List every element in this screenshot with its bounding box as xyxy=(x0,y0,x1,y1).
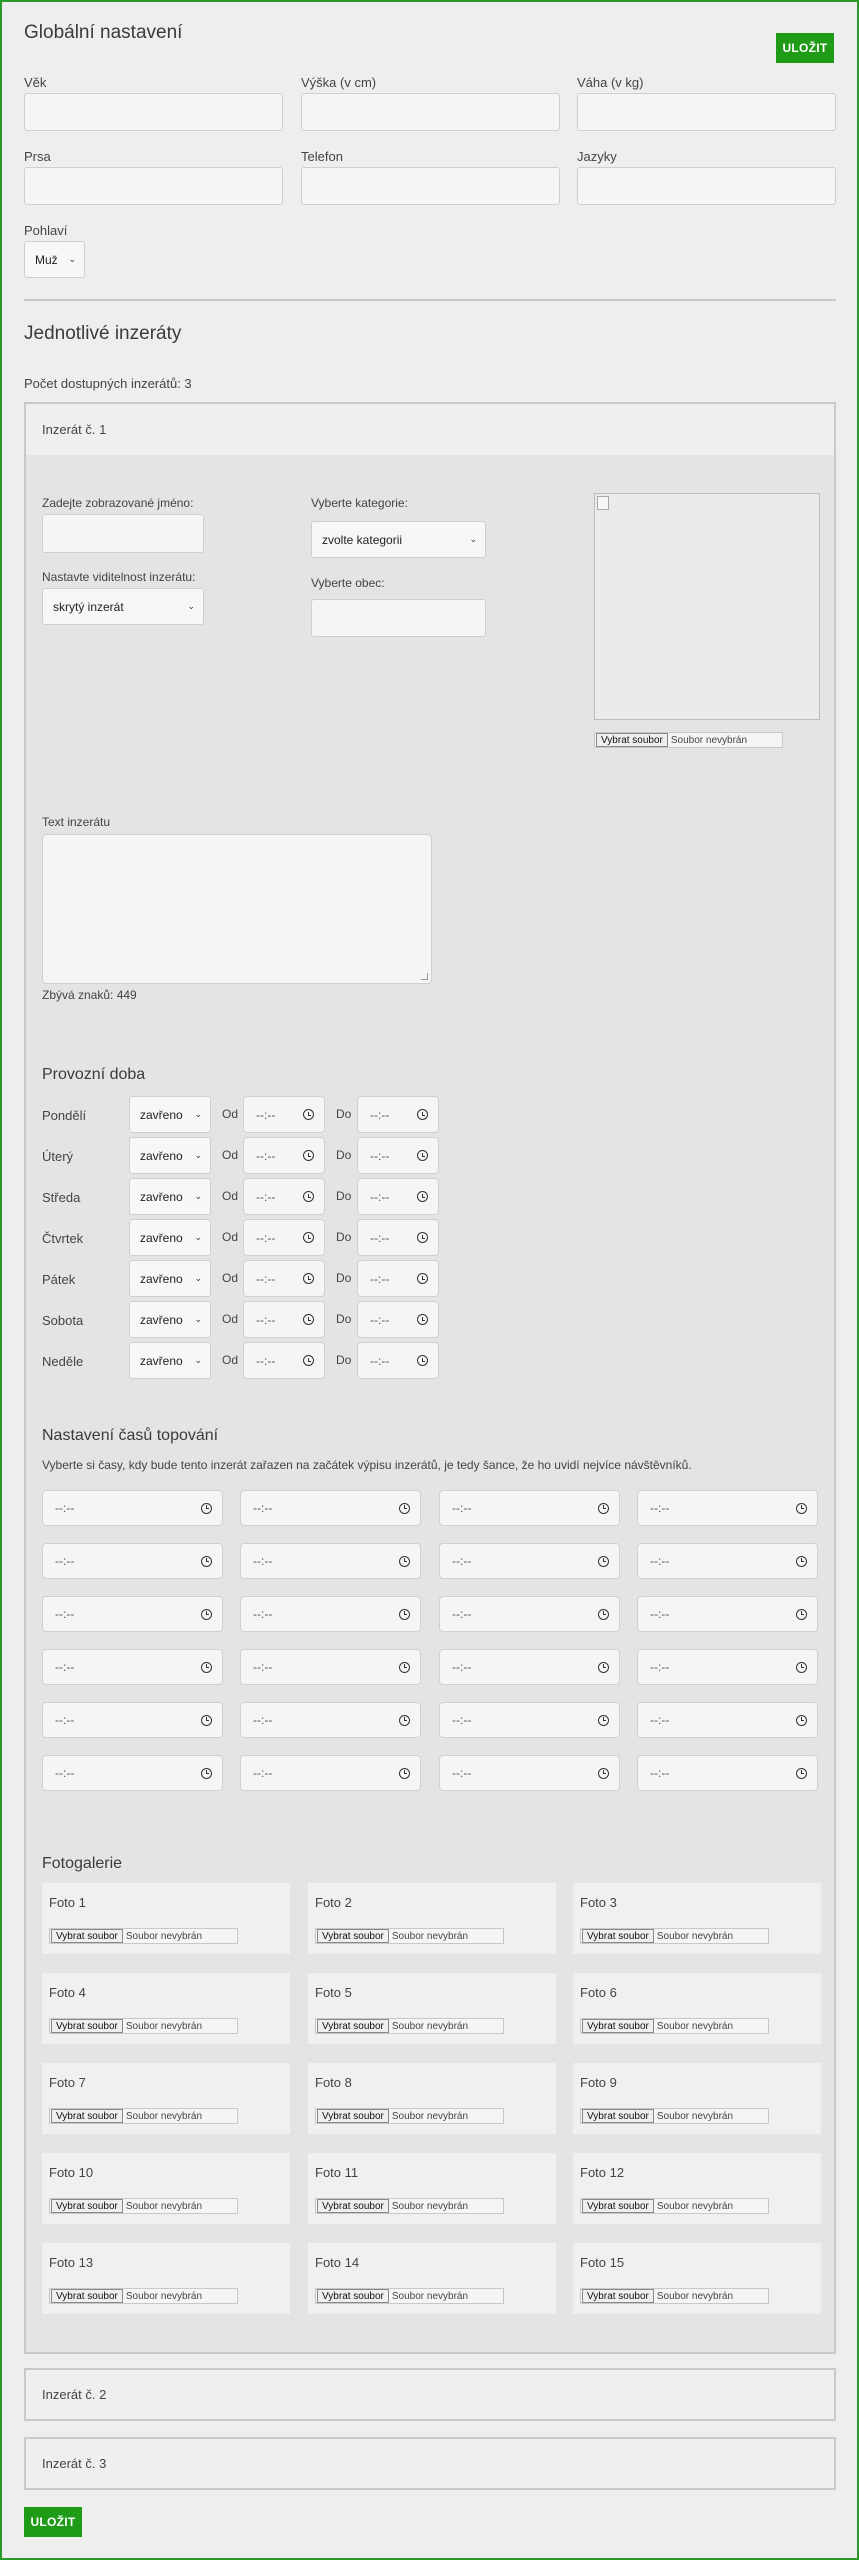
bust-input[interactable] xyxy=(24,167,283,205)
clock-icon xyxy=(598,1503,609,1514)
topping-time-input[interactable] xyxy=(439,1543,620,1579)
time-placeholder: --:-- xyxy=(256,1148,276,1163)
photo-slot xyxy=(308,2063,556,2134)
clock-icon xyxy=(201,1768,212,1779)
time-placeholder: --:-- xyxy=(452,1501,472,1515)
to-label: Do xyxy=(336,1271,352,1285)
from-label: Od xyxy=(222,1230,239,1244)
topping-time-input[interactable] xyxy=(439,1490,620,1526)
to-label: Do xyxy=(336,1312,352,1326)
time-placeholder: --:-- xyxy=(650,1766,670,1780)
close-time-input[interactable] xyxy=(357,1096,439,1133)
file-status: Soubor nevybrán xyxy=(125,2020,203,2032)
opening-hours-title: Provozní doba xyxy=(42,1066,146,1083)
time-placeholder: --:-- xyxy=(55,1660,75,1674)
photo-slot-title: Foto 3 xyxy=(580,1895,617,1910)
visibility-value: skrytý inzerát xyxy=(53,599,124,614)
ads-count: Počet dostupných inzerátů: 3 xyxy=(24,376,192,391)
photo-slot-title: Foto 5 xyxy=(315,1985,352,2000)
day-label: Pondělí xyxy=(42,1108,87,1123)
clock-icon xyxy=(201,1715,212,1726)
gender-label: Pohlaví xyxy=(24,223,68,238)
photo-slot-title: Foto 14 xyxy=(315,2255,360,2270)
photo-slot xyxy=(573,2243,821,2314)
choose-file-button[interactable]: Vybrat soubor xyxy=(51,1929,123,1943)
day-status-value: zavřeno xyxy=(140,1312,183,1327)
file-status: Soubor nevybrán xyxy=(391,1930,469,1942)
chevron-down-icon: ⌄ xyxy=(194,1314,202,1324)
clock-icon xyxy=(796,1503,807,1514)
town-input[interactable] xyxy=(311,599,486,637)
photo-slot xyxy=(308,2243,556,2314)
clock-icon xyxy=(303,1191,314,1202)
photo-file-input[interactable] xyxy=(49,2018,238,2034)
photo-slot xyxy=(573,1883,821,1954)
day-status-value: zavřeno xyxy=(140,1107,183,1122)
age-input[interactable] xyxy=(24,93,283,131)
time-placeholder: --:-- xyxy=(55,1766,75,1780)
topping-time-input[interactable] xyxy=(439,1702,620,1738)
close-time-input[interactable] xyxy=(357,1219,439,1256)
time-placeholder: --:-- xyxy=(452,1607,472,1621)
day-status-select[interactable] xyxy=(129,1260,211,1297)
photo-slot xyxy=(308,1883,556,1954)
day-label: Čtvrtek xyxy=(42,1231,84,1246)
day-label: Pátek xyxy=(42,1272,76,1287)
photo-file-input[interactable] xyxy=(49,2198,238,2214)
photo-slot-title: Foto 11 xyxy=(315,2165,359,2180)
clock-icon xyxy=(417,1150,428,1161)
main-photo-file-input[interactable] xyxy=(594,732,783,748)
topping-time-input[interactable] xyxy=(42,1649,223,1685)
chevron-down-icon: ⌄ xyxy=(194,1355,202,1365)
file-status: Soubor nevybrán xyxy=(125,2110,203,2122)
photo-file-input[interactable] xyxy=(315,2108,504,2124)
clock-icon xyxy=(399,1768,410,1779)
time-placeholder: --:-- xyxy=(256,1230,276,1245)
time-placeholder: --:-- xyxy=(650,1501,670,1515)
from-label: Od xyxy=(222,1353,239,1367)
time-placeholder: --:-- xyxy=(256,1189,276,1204)
file-status: Soubor nevybrán xyxy=(391,2110,469,2122)
photo-slot xyxy=(42,2243,290,2314)
topping-time-input[interactable] xyxy=(637,1596,818,1632)
topping-time-input[interactable] xyxy=(42,1490,223,1526)
from-label: Od xyxy=(222,1189,239,1203)
chevron-down-icon: ⌄ xyxy=(194,1191,202,1201)
gender-select[interactable] xyxy=(24,241,85,278)
photo-slot-title: Foto 13 xyxy=(49,2255,94,2270)
open-time-input[interactable] xyxy=(243,1260,325,1297)
clock-icon xyxy=(201,1503,212,1514)
clock-icon xyxy=(399,1556,410,1567)
photo-slot-title: Foto 6 xyxy=(580,1985,617,2000)
clock-icon xyxy=(598,1556,609,1567)
file-status: Soubor nevybrán xyxy=(656,2290,734,2302)
day-status-select[interactable] xyxy=(129,1096,211,1133)
to-label: Do xyxy=(336,1107,352,1121)
resize-handle-icon[interactable] xyxy=(421,973,428,980)
chars-left: Zbývá znaků: 449 xyxy=(42,988,137,1002)
topping-time-input[interactable] xyxy=(42,1596,223,1632)
chevron-down-icon: ⌄ xyxy=(194,1232,202,1242)
clock-icon xyxy=(399,1662,410,1673)
photo-file-input[interactable] xyxy=(49,2108,238,2124)
town-label: Vyberte obec: xyxy=(311,576,385,590)
time-placeholder: --:-- xyxy=(253,1607,273,1621)
from-label: Od xyxy=(222,1271,239,1285)
day-status-select[interactable] xyxy=(129,1342,211,1379)
photo-slot-title: Foto 12 xyxy=(580,2165,625,2180)
time-placeholder: --:-- xyxy=(452,1660,472,1674)
photo-slot xyxy=(42,1973,290,2044)
clock-icon xyxy=(399,1503,410,1514)
ad-text-area[interactable] xyxy=(42,834,432,984)
display-name-label: Zadejte zobrazované jméno: xyxy=(42,496,194,510)
topping-time-input[interactable] xyxy=(240,1702,421,1738)
topping-time-input[interactable] xyxy=(439,1596,620,1632)
save-button-top[interactable]: ULOŽIT xyxy=(776,33,834,63)
choose-file-button[interactable]: Vybrat soubor xyxy=(582,2199,654,2213)
chevron-down-icon: ⌄ xyxy=(194,1150,202,1160)
photo-slot-title: Foto 2 xyxy=(315,1895,352,1910)
topping-time-input[interactable] xyxy=(637,1543,818,1579)
choose-file-button[interactable]: Vybrat soubor xyxy=(582,2109,654,2123)
photo-file-input[interactable] xyxy=(49,1928,238,1944)
time-placeholder: --:-- xyxy=(452,1766,472,1780)
gender-value: Muž xyxy=(35,252,58,267)
file-status: Soubor nevybrán xyxy=(656,2110,734,2122)
day-status-value: zavřeno xyxy=(140,1230,183,1245)
clock-icon xyxy=(303,1273,314,1284)
time-placeholder: --:-- xyxy=(650,1554,670,1568)
day-status-select[interactable] xyxy=(129,1301,211,1338)
photo-slot-title: Foto 8 xyxy=(315,2075,352,2090)
topping-time-input[interactable] xyxy=(240,1596,421,1632)
choose-file-button[interactable]: Vybrat soubor xyxy=(317,2199,389,2213)
photo-slot xyxy=(42,1883,290,1954)
close-time-input[interactable] xyxy=(357,1178,439,1215)
choose-file-button[interactable]: Vybrat soubor xyxy=(51,2109,123,2123)
time-placeholder: --:-- xyxy=(256,1353,276,1368)
time-placeholder: --:-- xyxy=(370,1312,390,1327)
time-placeholder: --:-- xyxy=(650,1660,670,1674)
open-time-input[interactable] xyxy=(243,1219,325,1256)
chevron-down-icon: ⌄ xyxy=(187,601,195,611)
file-status: Soubor nevybrán xyxy=(391,2290,469,2302)
from-label: Od xyxy=(222,1148,239,1162)
clock-icon xyxy=(598,1715,609,1726)
open-time-input[interactable] xyxy=(243,1301,325,1338)
photo-slot xyxy=(308,1973,556,2044)
clock-icon xyxy=(399,1609,410,1620)
time-placeholder: --:-- xyxy=(253,1766,273,1780)
ad-panel-2-header[interactable]: Inzerát č. 2 xyxy=(26,2370,834,2419)
height-label: Výška (v cm) xyxy=(301,75,377,90)
clock-icon xyxy=(796,1662,807,1673)
clock-icon xyxy=(417,1191,428,1202)
day-status-select[interactable] xyxy=(129,1137,211,1174)
topping-time-input[interactable] xyxy=(240,1490,421,1526)
clock-icon xyxy=(417,1355,428,1366)
choose-file-button[interactable]: Vybrat soubor xyxy=(317,1929,389,1943)
phone-input[interactable] xyxy=(301,167,560,205)
time-placeholder: --:-- xyxy=(256,1271,276,1286)
height-input[interactable] xyxy=(301,93,560,131)
open-time-input[interactable] xyxy=(243,1178,325,1215)
topping-time-input[interactable] xyxy=(240,1543,421,1579)
close-time-input[interactable] xyxy=(357,1301,439,1338)
photo-slot-title: Foto 10 xyxy=(49,2165,94,2180)
file-status: Soubor nevybrán xyxy=(391,2020,469,2032)
languages-input[interactable] xyxy=(577,167,836,205)
chevron-down-icon: ⌄ xyxy=(194,1273,202,1283)
photo-file-input[interactable] xyxy=(580,1928,769,1944)
chevron-down-icon: ⌄ xyxy=(194,1109,202,1119)
clock-icon xyxy=(201,1609,212,1620)
day-status-value: zavřeno xyxy=(140,1189,183,1204)
clock-icon xyxy=(598,1609,609,1620)
display-name-input[interactable] xyxy=(42,514,204,553)
open-time-input[interactable] xyxy=(243,1096,325,1133)
clock-icon xyxy=(303,1109,314,1120)
choose-file-button[interactable]: Vybrat soubor xyxy=(51,2019,123,2033)
topping-description: Vyberte si časy, kdy bude tento inzerát zařazen na začátek výpisu inzerátů, je tedy šance, že ho uvidí nejvíce návštěvníků. xyxy=(42,1458,692,1472)
divider xyxy=(24,299,836,301)
clock-icon xyxy=(201,1556,212,1567)
topping-time-input[interactable] xyxy=(240,1755,421,1791)
choose-file-button[interactable]: Vybrat soubor xyxy=(596,733,668,747)
file-status: Soubor nevybrán xyxy=(670,734,748,746)
topping-time-input[interactable] xyxy=(637,1702,818,1738)
topping-time-input[interactable] xyxy=(439,1755,620,1791)
clock-icon xyxy=(417,1232,428,1243)
choose-file-button[interactable]: Vybrat soubor xyxy=(317,2019,389,2033)
from-label: Od xyxy=(222,1107,239,1121)
from-label: Od xyxy=(222,1312,239,1326)
chevron-down-icon: ⌄ xyxy=(68,254,76,264)
weight-label: Váha (v kg) xyxy=(577,75,644,90)
photo-file-input[interactable] xyxy=(315,2018,504,2034)
time-placeholder: --:-- xyxy=(370,1271,390,1286)
topping-time-input[interactable] xyxy=(637,1755,818,1791)
to-label: Do xyxy=(336,1148,352,1162)
topping-time-input[interactable] xyxy=(637,1649,818,1685)
visibility-select[interactable] xyxy=(42,588,204,625)
photo-slot xyxy=(42,2153,290,2224)
clock-icon xyxy=(796,1768,807,1779)
close-time-input[interactable] xyxy=(357,1342,439,1379)
topping-time-input[interactable] xyxy=(42,1702,223,1738)
topping-time-input[interactable] xyxy=(240,1649,421,1685)
clock-icon xyxy=(796,1556,807,1567)
clock-icon xyxy=(303,1355,314,1366)
choose-file-button[interactable]: Vybrat soubor xyxy=(317,2109,389,2123)
ad-panel-3-header[interactable]: Inzerát č. 3 xyxy=(26,2439,834,2488)
clock-icon xyxy=(417,1314,428,1325)
time-placeholder: --:-- xyxy=(253,1713,273,1727)
clock-icon xyxy=(201,1662,212,1673)
clock-icon xyxy=(796,1715,807,1726)
time-placeholder: --:-- xyxy=(650,1713,670,1727)
save-button-bottom[interactable]: ULOŽIT xyxy=(24,2507,82,2537)
day-label: Středa xyxy=(42,1190,81,1205)
broken-image-icon xyxy=(597,496,609,510)
photo-slot xyxy=(308,2153,556,2224)
clock-icon xyxy=(303,1314,314,1325)
time-placeholder: --:-- xyxy=(256,1312,276,1327)
clock-icon xyxy=(598,1768,609,1779)
choose-file-button[interactable]: Vybrat soubor xyxy=(582,2019,654,2033)
topping-time-input[interactable] xyxy=(42,1543,223,1579)
ad-panel-1-header[interactable]: Inzerát č. 1 xyxy=(26,404,834,455)
photo-slot-title: Foto 4 xyxy=(49,1985,86,2000)
time-placeholder: --:-- xyxy=(55,1501,75,1515)
time-placeholder: --:-- xyxy=(55,1713,75,1727)
category-value: zvolte kategorii xyxy=(322,532,403,547)
day-status-value: zavřeno xyxy=(140,1271,183,1286)
clock-icon xyxy=(796,1609,807,1620)
close-time-input[interactable] xyxy=(357,1137,439,1174)
photo-file-input[interactable] xyxy=(49,2288,238,2304)
category-select[interactable] xyxy=(311,521,486,558)
time-placeholder: --:-- xyxy=(370,1107,390,1122)
weight-input[interactable] xyxy=(577,93,836,131)
day-status-value: zavřeno xyxy=(140,1353,183,1368)
global-settings-title: Globální nastavení xyxy=(24,22,183,43)
bust-label: Prsa xyxy=(24,149,51,164)
photo-slot-title: Foto 7 xyxy=(49,2075,86,2090)
time-placeholder: --:-- xyxy=(452,1554,472,1568)
photo-slot xyxy=(573,1973,821,2044)
file-status: Soubor nevybrán xyxy=(656,1930,734,1942)
ad-text-label: Text inzerátu xyxy=(42,815,111,829)
choose-file-button[interactable]: Vybrat soubor xyxy=(317,2289,389,2303)
topping-time-input[interactable] xyxy=(42,1755,223,1791)
topping-time-input[interactable] xyxy=(439,1649,620,1685)
open-time-input[interactable] xyxy=(243,1342,325,1379)
day-label: Sobota xyxy=(42,1313,84,1328)
day-status-select[interactable] xyxy=(129,1219,211,1256)
day-label: Úterý xyxy=(42,1149,74,1164)
file-status: Soubor nevybrán xyxy=(125,2200,203,2212)
file-status: Soubor nevybrán xyxy=(391,2200,469,2212)
open-time-input[interactable] xyxy=(243,1137,325,1174)
chevron-down-icon: ⌄ xyxy=(469,534,477,544)
time-placeholder: --:-- xyxy=(650,1607,670,1621)
photo-file-input[interactable] xyxy=(315,1928,504,1944)
time-placeholder: --:-- xyxy=(370,1189,390,1204)
clock-icon xyxy=(303,1232,314,1243)
topping-title: Nastavení časů topování xyxy=(42,1427,219,1444)
photo-slot xyxy=(573,2063,821,2134)
time-placeholder: --:-- xyxy=(55,1554,75,1568)
photo-file-input[interactable] xyxy=(315,2288,504,2304)
to-label: Do xyxy=(336,1230,352,1244)
ad-panel-2[interactable] xyxy=(24,2368,836,2421)
time-placeholder: --:-- xyxy=(256,1107,276,1122)
age-label: Věk xyxy=(24,75,47,90)
choose-file-button[interactable]: Vybrat soubor xyxy=(51,2199,123,2213)
time-placeholder: --:-- xyxy=(370,1353,390,1368)
category-label: Vyberte kategorie: xyxy=(311,496,408,510)
time-placeholder: --:-- xyxy=(253,1501,273,1515)
to-label: Do xyxy=(336,1189,352,1203)
file-status: Soubor nevybrán xyxy=(656,2200,734,2212)
photo-slot xyxy=(42,2063,290,2134)
choose-file-button[interactable]: Vybrat soubor xyxy=(582,1929,654,1943)
photo-slot xyxy=(573,2153,821,2224)
photo-file-input[interactable] xyxy=(580,2108,769,2124)
time-placeholder: --:-- xyxy=(253,1554,273,1568)
photo-file-input[interactable] xyxy=(315,2198,504,2214)
photo-file-input[interactable] xyxy=(580,2198,769,2214)
languages-label: Jazyky xyxy=(577,149,617,164)
main-photo-preview xyxy=(594,493,820,720)
phone-label: Telefon xyxy=(301,149,343,164)
time-placeholder: --:-- xyxy=(55,1607,75,1621)
close-time-input[interactable] xyxy=(357,1260,439,1297)
day-status-select[interactable] xyxy=(129,1178,211,1215)
gallery-title: Fotogalerie xyxy=(42,1855,123,1872)
visibility-label: Nastavte viditelnost inzerátu: xyxy=(42,570,196,584)
photo-slot-title: Foto 15 xyxy=(580,2255,625,2270)
choose-file-button[interactable]: Vybrat soubor xyxy=(51,2289,123,2303)
day-label: Neděle xyxy=(42,1354,84,1369)
to-label: Do xyxy=(336,1353,352,1367)
ads-title: Jednotlivé inzeráty xyxy=(24,323,182,344)
clock-icon xyxy=(303,1150,314,1161)
ad-panel-3[interactable] xyxy=(24,2437,836,2490)
clock-icon xyxy=(598,1662,609,1673)
clock-icon xyxy=(399,1715,410,1726)
photo-file-input[interactable] xyxy=(580,2288,769,2304)
file-status: Soubor nevybrán xyxy=(656,2020,734,2032)
time-placeholder: --:-- xyxy=(253,1660,273,1674)
file-status: Soubor nevybrán xyxy=(125,2290,203,2302)
time-placeholder: --:-- xyxy=(370,1148,390,1163)
photo-slot-title: Foto 9 xyxy=(580,2075,617,2090)
file-status: Soubor nevybrán xyxy=(125,1930,203,1942)
choose-file-button[interactable]: Vybrat soubor xyxy=(582,2289,654,2303)
time-placeholder: --:-- xyxy=(370,1230,390,1245)
topping-time-input[interactable] xyxy=(637,1490,818,1526)
photo-file-input[interactable] xyxy=(580,2018,769,2034)
clock-icon xyxy=(417,1273,428,1284)
day-status-value: zavřeno xyxy=(140,1148,183,1163)
photo-slot-title: Foto 1 xyxy=(49,1895,86,1910)
time-placeholder: --:-- xyxy=(452,1713,472,1727)
clock-icon xyxy=(417,1109,428,1120)
